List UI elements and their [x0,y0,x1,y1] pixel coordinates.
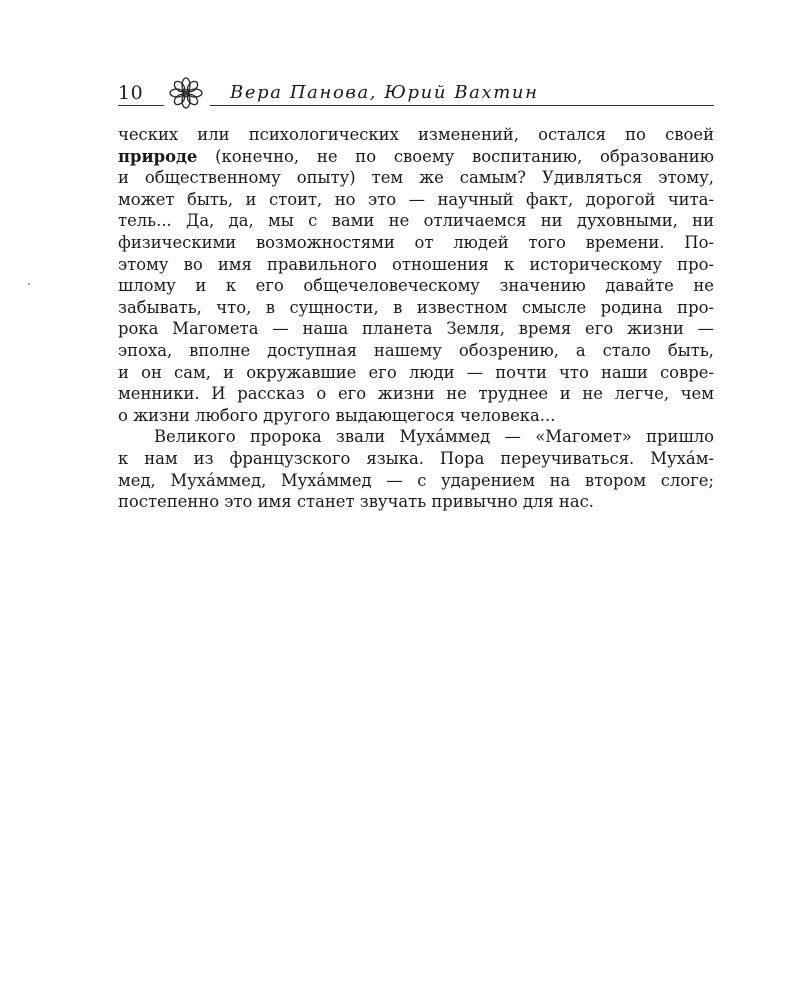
page-number: 10 [118,82,144,104]
text-line: мед, Мухáммед, Мухáммед — с ударением на втором слоге; [118,470,714,490]
text-line: менники. И рассказ о его жизни не труднее и не легче, чем [118,384,714,404]
running-header [118,76,714,110]
text-line: тель... Да, да, мы с вами не отличаемся ни духовными, ни [118,211,714,231]
text-line: и общественному опыту) тем же самым? Удивляться этому, [118,168,714,188]
text-line: ческих или психологических изменений, остался по своей [118,125,714,144]
running-title: Вера Панова, Юрий Вахтин [230,82,539,103]
text-line: постепенно это имя станет звучать привычно для нас. [118,492,594,512]
margin-speck [28,283,30,285]
text-line: о жизни любого другого выдающегося человека... [118,405,556,425]
paragraph-1 [118,124,714,426]
text-line: к нам из французского языка. Пора переучиваться. Мухáм- [118,448,714,468]
text-fragment: (конечно, не по своему воспитанию, образованию [197,146,714,166]
text-line: эпоха, вполне доступная нашему обозрению, а стало быть, [118,340,714,360]
text-line: физическими возможностями от людей того времени. По- [118,232,714,252]
text-line: и он сам, и окружавшие его люди — почти что наши совре- [118,362,714,382]
text-line: забывать, что, в сущности, в известном смысле родина про- [118,297,714,317]
text-line: может быть, и стоит, но это — научный факт, дорогой чита- [118,189,714,209]
paragraph-2 [118,426,714,512]
header-rule-right [210,105,714,106]
text-line: Великого пророка звали Мухáммед — «Магомет» пришло [154,427,714,447]
text-line: шлому и к его общечеловеческому значению давайте не [118,276,714,296]
body-text [118,124,714,513]
text-line: рока Магомета — наша планета Земля, время его жизни — [118,319,714,339]
floral-rosette-icon [166,76,206,110]
text-line: этому во имя правильного отношения к историческому про- [118,254,714,274]
header-rule-left [118,105,164,106]
text-line [118,146,714,168]
bold-word: природе [118,146,198,166]
